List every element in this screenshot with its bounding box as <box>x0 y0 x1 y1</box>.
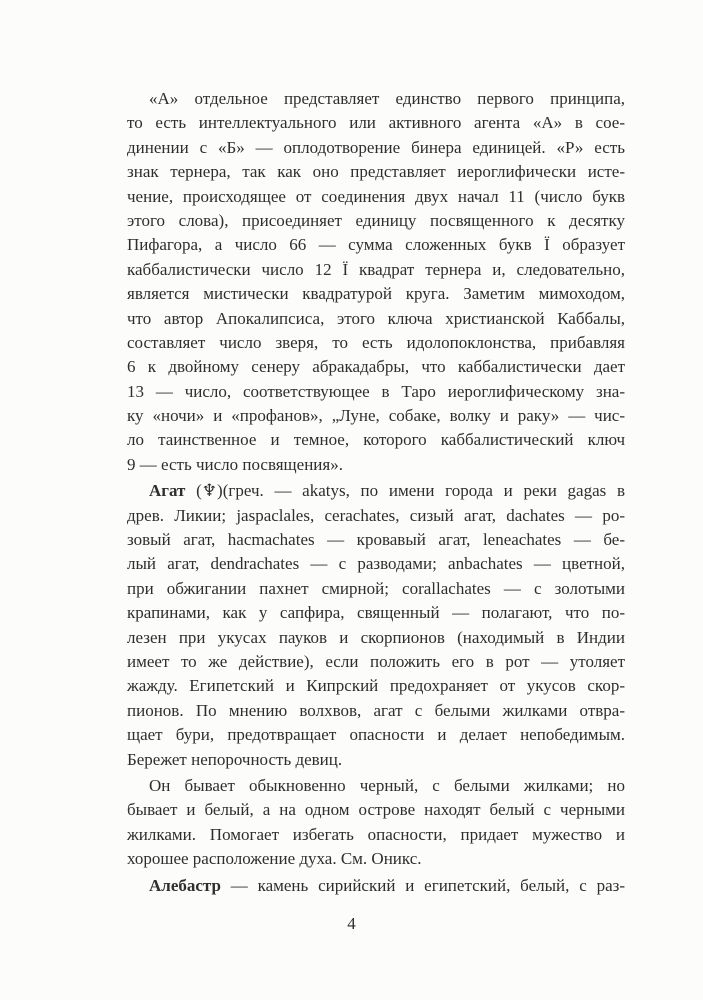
text-line: каббалистически число 12 Ï квадрат тернера и, следовательно, <box>127 259 625 279</box>
entry-term: Агат <box>149 481 186 501</box>
text-line: знак тернера, так как оно представляет иероглифически исте- <box>127 162 625 182</box>
text-line: жилками. Помогает избегать опасности, придает мужество и <box>127 824 625 844</box>
text-line: лый агат, dendrachates — с разводами; anbachates — цветной, <box>127 554 625 574</box>
text-line: зовый агат, hacmachates — кровавый агат, leneachates — бе- <box>127 530 625 550</box>
text-line: динении с «Б» — оплодотворение бинера единицей. «Р» есть <box>127 137 625 157</box>
entry-first-line <box>127 479 625 503</box>
text-line: 6 к двойному сенеру абракадабры, что каббалистически дает <box>127 357 625 377</box>
text-line: имеет то же действие), если положить его в рот — утоляет <box>127 651 625 671</box>
text-line: «А» отдельное представляет единство первого принципа, <box>149 89 625 108</box>
entry-first-line-text: — камень сирийский и египетский, белый, с раз- <box>220 875 625 895</box>
text-line: составляет число зверя, то есть идолопоклонства, прибавляя <box>127 332 625 352</box>
text-line: что автор Апокалипсиса, этого ключа христианской Каббалы, <box>127 308 625 328</box>
entry-first-line <box>127 874 625 898</box>
text-line: Он бывает обыкновенно черный, с белыми жилками; но <box>149 775 625 795</box>
dictionary-entry-alebastr <box>127 874 625 898</box>
page-number: 4 <box>347 914 356 933</box>
text-line: крапинами, как у сапфира, священный — полагают, что по- <box>127 603 625 623</box>
text-line: пионов. По мнению волхвов, агат с белыми жилками отвра- <box>127 700 625 720</box>
text-line: древ. Ликии; jaspaclales, cerachates, сизый агат, dachates — ро- <box>127 505 625 525</box>
text-line: ло таинственное и темное, которого каббалистический ключ <box>127 430 625 450</box>
text-line: щает бури, предотвращает опасности и делает непобедимым. <box>127 725 625 745</box>
text-line: 13 — число, соответствующее в Таро иероглифическому зна- <box>127 381 625 401</box>
paragraph-continuation <box>127 87 625 477</box>
text-line: лезен при укусах пауков и скорпионов (находимый в Индии <box>127 627 625 647</box>
dictionary-entry-agat <box>127 479 625 772</box>
text-line: хорошее расположение духа. См. Оникс. <box>127 849 422 869</box>
text-line: 9 — есть число посвящения». <box>127 454 343 474</box>
text-line: то есть интеллектуального или активного агента «А» в сое- <box>127 113 625 133</box>
text-line: Пифагора, а число 66 — сумма сложенных букв Ï образует <box>127 235 625 255</box>
text-line: при обжигании пахнет смирной; corallachates — с золотыми <box>127 578 625 598</box>
text-line: является мистически квадратурой круга. Заметим мимоходом, <box>127 284 625 304</box>
entry-first-line-text: (♆)(греч. — akatys, по имени города и реки gagas в <box>185 481 625 501</box>
text-line: чение, происходящее от соединения двух начал 11 (число букв <box>127 186 625 206</box>
text-line: бывает и белый, а на одном острове находят белый с черными <box>127 800 625 820</box>
text-line: Бережет непорочность девиц. <box>127 749 343 769</box>
entry-term: Алебастр <box>149 875 221 895</box>
paragraph-plain <box>127 774 625 872</box>
text-line: этого слова), присоединяет единицу посвященного к десятку <box>127 210 625 230</box>
text-line: ку «ночи» и «профанов», „Луне, собаке, волку и раку» — чис- <box>127 406 625 426</box>
body-text <box>127 87 625 898</box>
text-line: жажду. Египетский и Кипрский предохраняет от укусов скор- <box>127 676 625 696</box>
